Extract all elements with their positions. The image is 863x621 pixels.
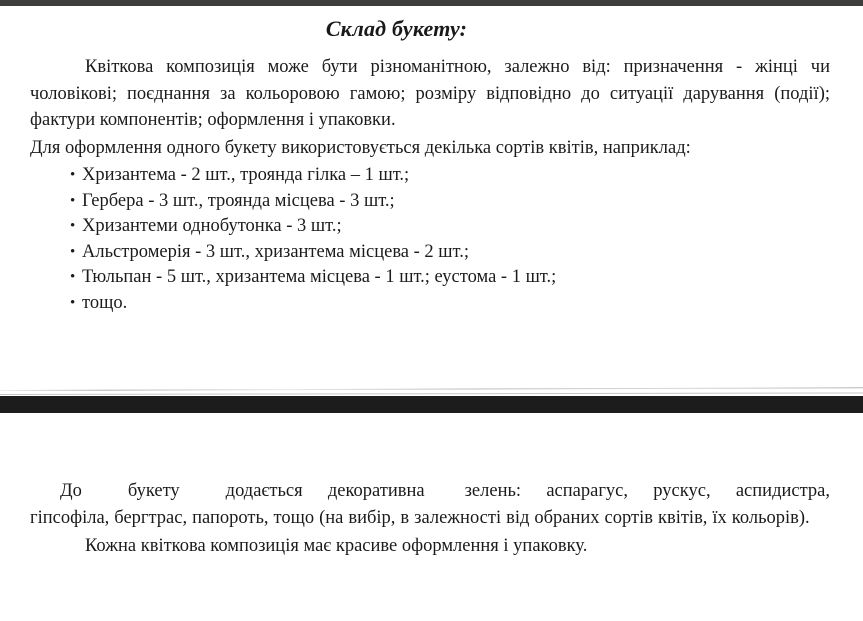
list-lead-in-paragraph: Для оформлення одного букету використовується декілька сортів квітів, наприклад: <box>30 137 691 158</box>
greenery-word-3: додається декоративна <box>225 481 425 501</box>
list-item-label: Гербера - 3 шт., троянда місцева - 3 шт.; <box>82 190 395 211</box>
list-item <box>30 189 830 215</box>
page-title: Склад букету: <box>325 16 468 41</box>
page-break-artifact <box>0 388 863 416</box>
greenery-paragraph <box>30 478 830 531</box>
document-page <box>0 6 863 313</box>
page-break-hairline <box>0 387 863 391</box>
greenery-word-2: букету <box>127 481 180 501</box>
list-item <box>30 163 830 189</box>
list-item-label: Тюльпан - 5 шт., хризантема місцева - 1 шт.; еустома - 1 шт.; <box>82 267 557 287</box>
list-item <box>30 265 830 291</box>
intro-paragraph: Квіткова композиція може бути різноманітною, залежно від: призначення - жінці чи чоловікові; поєднання за кольоровою гамою; розміру відповідно до ситуації дарування (події); фактури компонентів; оформлення і упаковки. <box>30 57 830 130</box>
list-item <box>30 291 830 317</box>
bottom-content-block <box>30 478 830 560</box>
page-break-black-bar <box>0 396 863 413</box>
top-content-block <box>30 54 830 316</box>
list-item-label: Хризантема - 2 шт., троянда гілка – 1 шт.; <box>82 165 410 185</box>
flower-composition-list <box>30 163 830 316</box>
list-item-label: Хризантеми однобутонка - 3 шт.; <box>82 216 342 236</box>
list-item-label: Альстромерія - 3 шт., хризантема місцева - 2 шт.; <box>82 241 470 262</box>
closing-paragraph: Кожна квіткова композиція має красиве оформлення і упаковку. <box>85 536 588 556</box>
list-item <box>30 214 830 240</box>
greenery-word-1: До <box>60 481 82 501</box>
list-item-label: тощо. <box>82 292 128 313</box>
page-break-hairline-secondary <box>0 392 863 395</box>
greenery-word-4: зелень: аспарагус, рускус, аспидистра, гіпсофіла, бергтрас, папороть, тощо (на вибір, в залежності від обраних сортів квітів, їх кольорів). <box>30 481 830 528</box>
list-item <box>30 240 830 266</box>
